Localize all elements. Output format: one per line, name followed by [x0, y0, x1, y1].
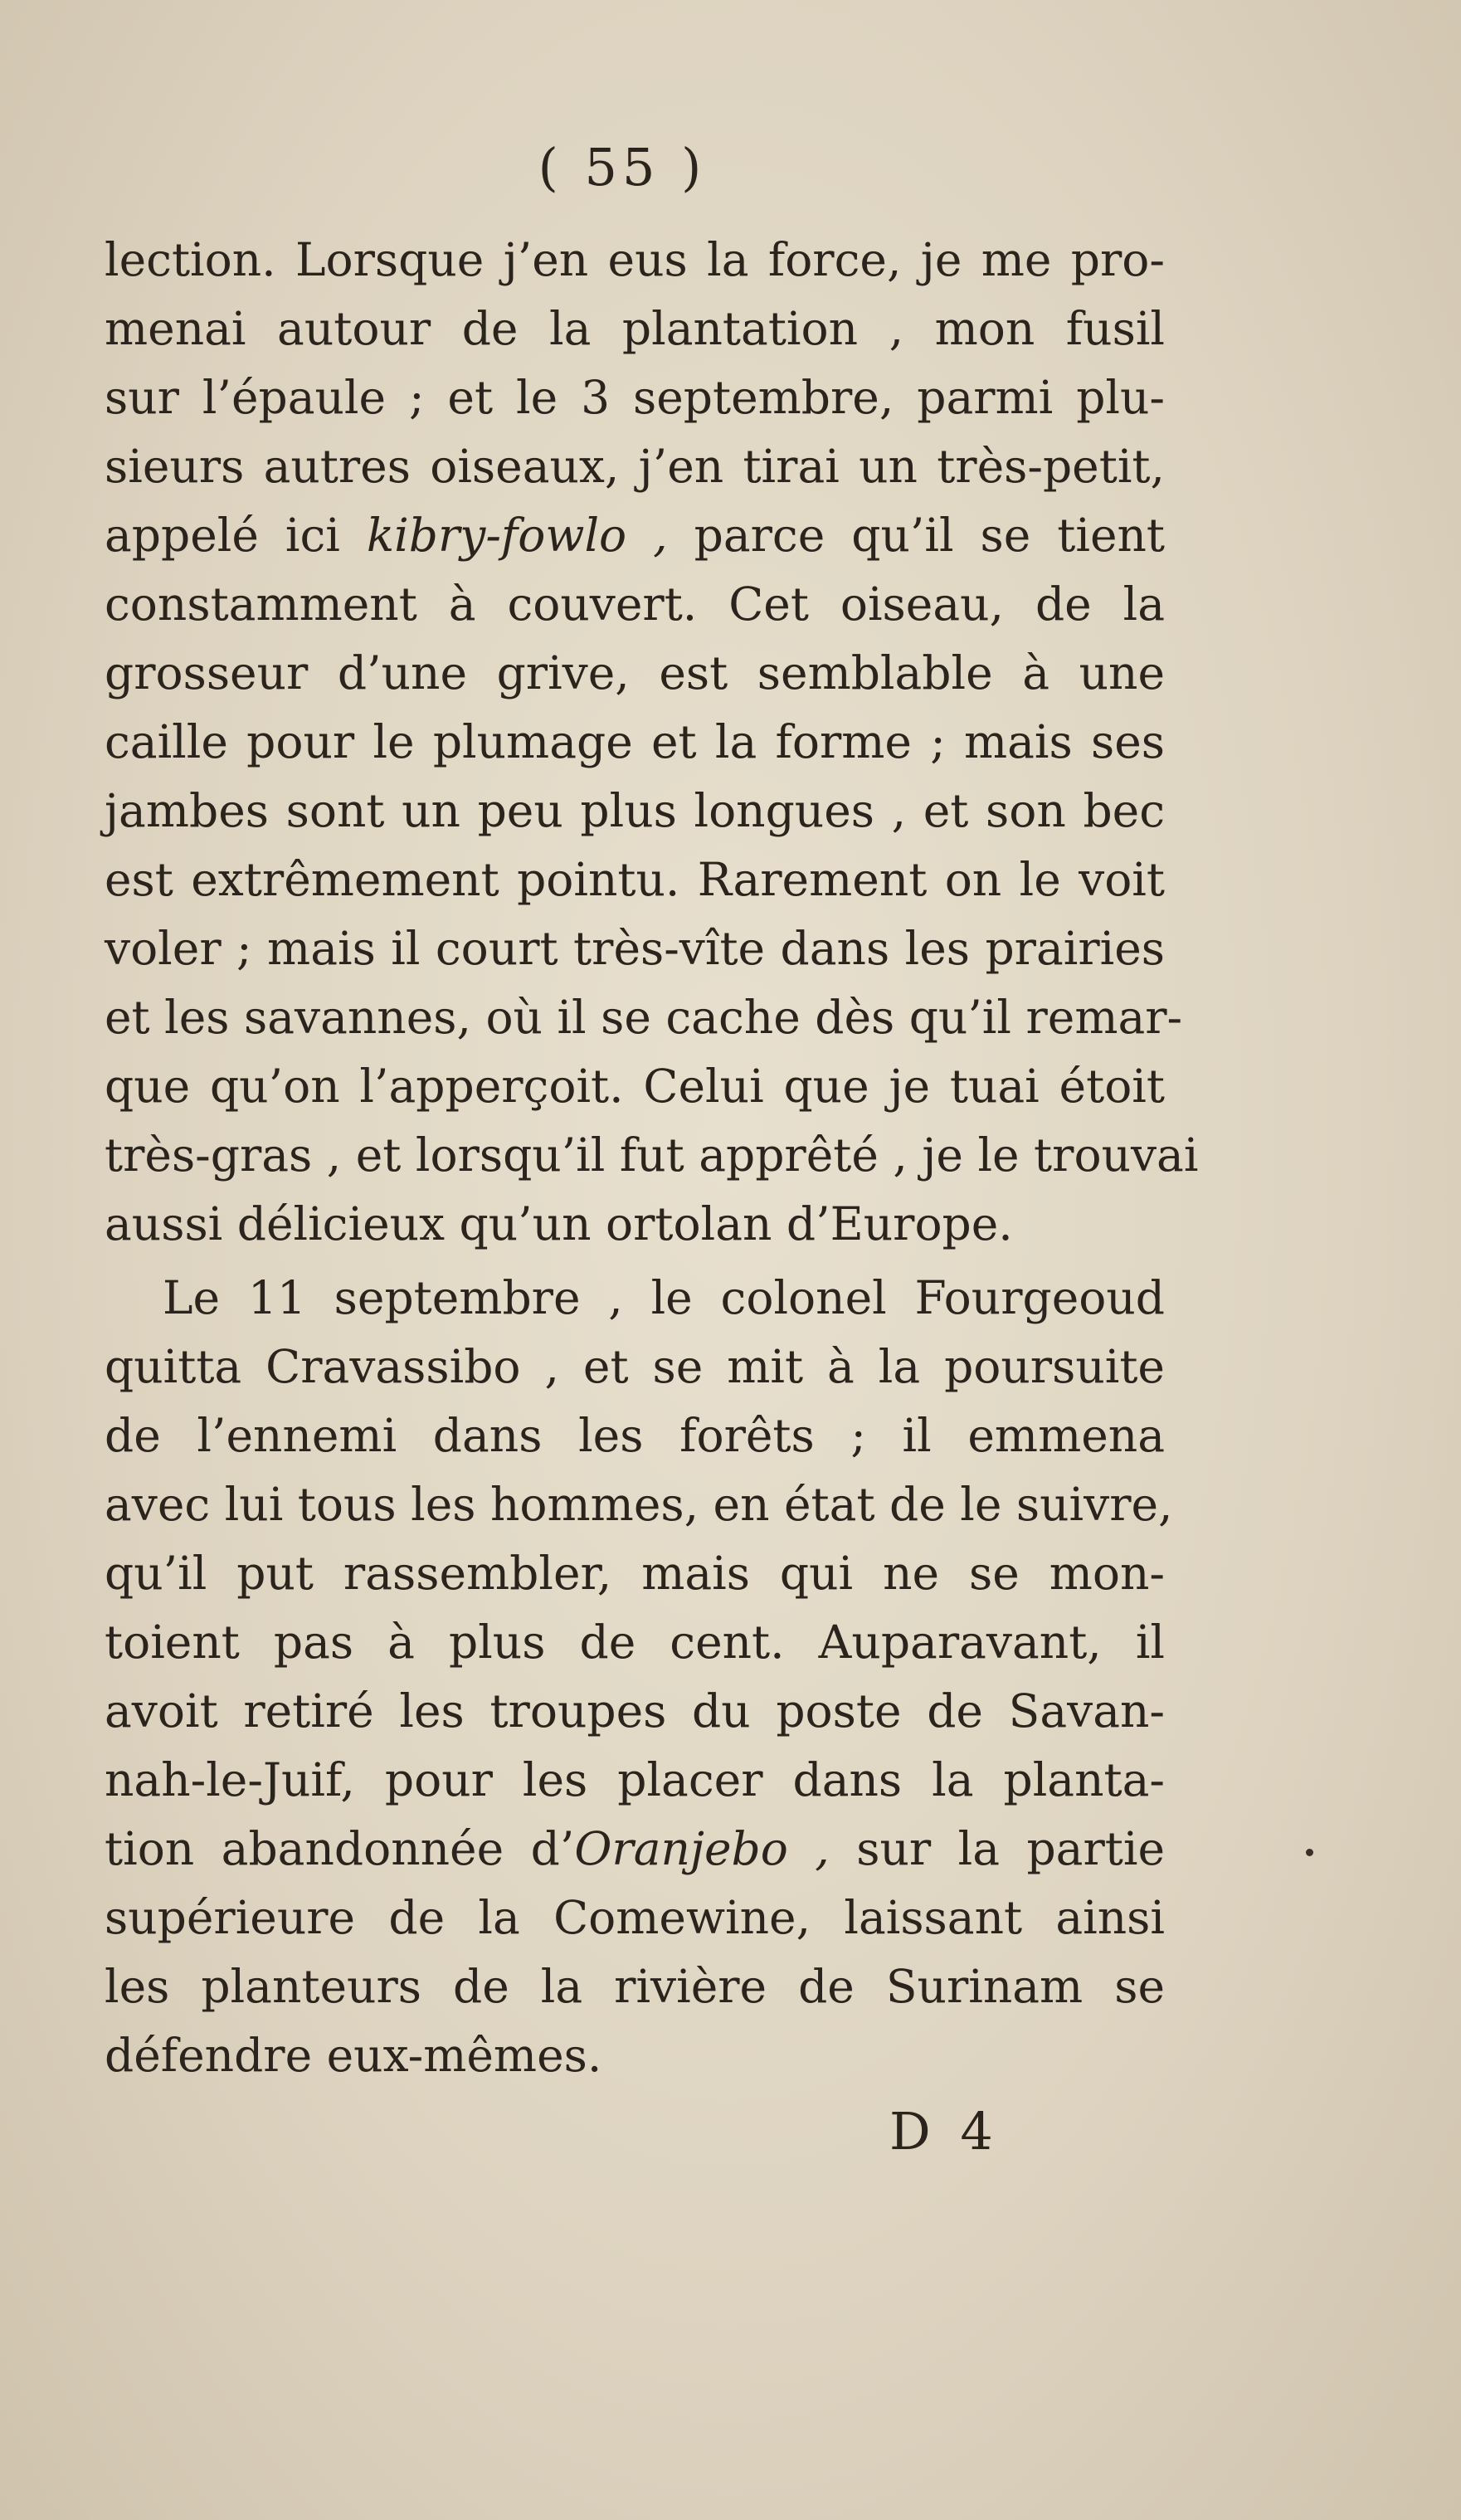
text-line: voler ; mais il court très-vîte dans les prairies	[105, 922, 1165, 975]
text-line-with-italic	[105, 501, 1165, 570]
text-line: sieurs autres oiseaux, j’en tirai un très-petit,	[105, 440, 1165, 493]
text-line: nah-le-Juif, pour les placer dans la planta-	[105, 1753, 1165, 1806]
text-line: menai autour de la plantation , mon fusil	[105, 302, 1165, 355]
italic-term: Oranjebo ,	[574, 1822, 830, 1875]
page-number: ( 55 )	[538, 137, 707, 197]
paragraph-2	[105, 1264, 1173, 2090]
text-line: quitta Cravassibo , et se mit à la poursuite	[105, 1340, 1165, 1393]
text-line: de l’ennemi dans les forêts ; il emmena	[105, 1409, 1165, 1462]
text-run: sur la partie	[829, 1822, 1166, 1875]
signature-mark: D 4	[889, 2101, 1000, 2162]
text-line-with-italic	[105, 1815, 1165, 1884]
text-line: grosseur d’une grive, est semblable à une	[105, 646, 1165, 699]
text-line: avec lui tous les hommes, en état de le suivre,	[105, 1478, 1173, 1531]
text-line: qu’il put rassembler, mais qui ne se mon-	[105, 1547, 1165, 1600]
text-line: jambes sont un peu plus longues , et son bec	[105, 784, 1165, 837]
text-line: supérieure de la Comewine, laissant ainsi	[105, 1891, 1165, 1944]
text-line: toient pas à plus de cent. Auparavant, il	[105, 1616, 1165, 1669]
text-line: Le 11 septembre , le colonel Fourgeoud	[163, 1271, 1165, 1324]
text-line: lection. Lorsque j’en eus la force, je me pro-	[105, 233, 1165, 286]
text-line: que qu’on l’apperçoit. Celui que je tuai étoit	[105, 1060, 1165, 1113]
body-text	[105, 226, 1199, 2090]
text-line: caille pour le plumage et la forme ; mais ses	[105, 715, 1165, 768]
text-run: parce qu’il se tient	[667, 509, 1166, 562]
text-line: constamment à couvert. Cet oiseau, de la	[105, 578, 1165, 631]
text-line: défendre eux-mêmes.	[105, 2029, 602, 2082]
ink-speck	[1306, 1849, 1313, 1856]
text-line: aussi délicieux qu’un ortolan d’Europe.	[105, 1197, 1013, 1250]
text-line: avoit retiré les troupes du poste de Savan-	[105, 1684, 1165, 1738]
text-line: les planteurs de la rivière de Surinam se	[105, 1960, 1165, 2013]
italic-term: kibry-fowlo ,	[366, 509, 668, 562]
paragraph-1	[105, 226, 1199, 1259]
text-line: très-gras , et lorsqu’il fut apprêté , je le trouvai	[105, 1128, 1199, 1182]
text-line: et les savannes, où il se cache dès qu’il remar-	[105, 991, 1183, 1044]
text-line: sur l’épaule ; et le 3 septembre, parmi plu-	[105, 371, 1165, 424]
text-line: est extrêmement pointu. Rarement on le voit	[105, 853, 1165, 906]
text-run: tion abandonnée d’	[105, 1822, 575, 1875]
text-run: appelé ici	[105, 509, 367, 562]
